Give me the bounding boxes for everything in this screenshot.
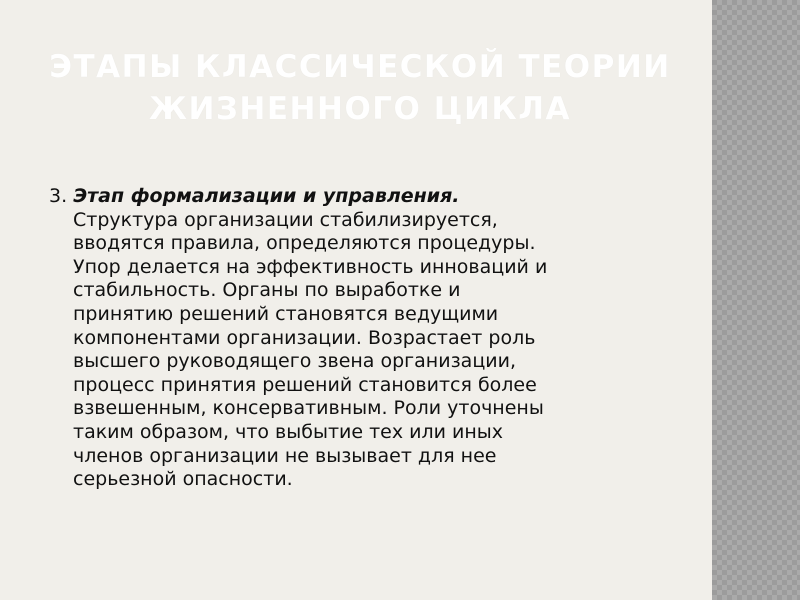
side-decorative-pattern	[712, 0, 800, 600]
stage-body-line: вводятся правила, определяются процедуры.	[73, 232, 536, 255]
stage-number: 3.	[49, 185, 68, 207]
stage-body-line: Структура организации стабилизируется,	[73, 208, 498, 231]
stage-body	[49, 209, 679, 492]
stage-body-line: принятию решений становятся ведущими	[73, 302, 499, 325]
stage-body-line: процесс принятия решений становится более	[73, 373, 537, 396]
stage-body-line: взвешенным, консервативным. Роли уточнены	[73, 397, 544, 420]
slide-title-line-2: ЖИЗНЕННОГО ЦИКЛА	[149, 91, 571, 127]
stage-body-line: высшего руководящего звена организации,	[73, 350, 516, 373]
stage-item	[49, 185, 679, 492]
stage-body-line: стабильность. Органы по выработке и	[73, 279, 461, 302]
stage-item-header	[49, 185, 679, 209]
slide-title-line-1: ЭТАПЫ КЛАССИЧЕСКОЙ ТЕОРИИ	[49, 49, 671, 85]
stage-body-line: Упор делается на эффективность инноваций и	[73, 255, 548, 278]
stage-heading: Этап формализации и управления.	[73, 185, 460, 207]
stage-body-line: серьезной опасности.	[73, 468, 293, 491]
stage-body-line: таким образом, что выбытие тех или иных	[73, 420, 504, 443]
stage-body-line: компонентами организации. Возрастает роль	[73, 326, 536, 349]
stage-body-line: членов организации не вызывает для нее	[73, 444, 497, 467]
slide-title	[40, 46, 680, 130]
